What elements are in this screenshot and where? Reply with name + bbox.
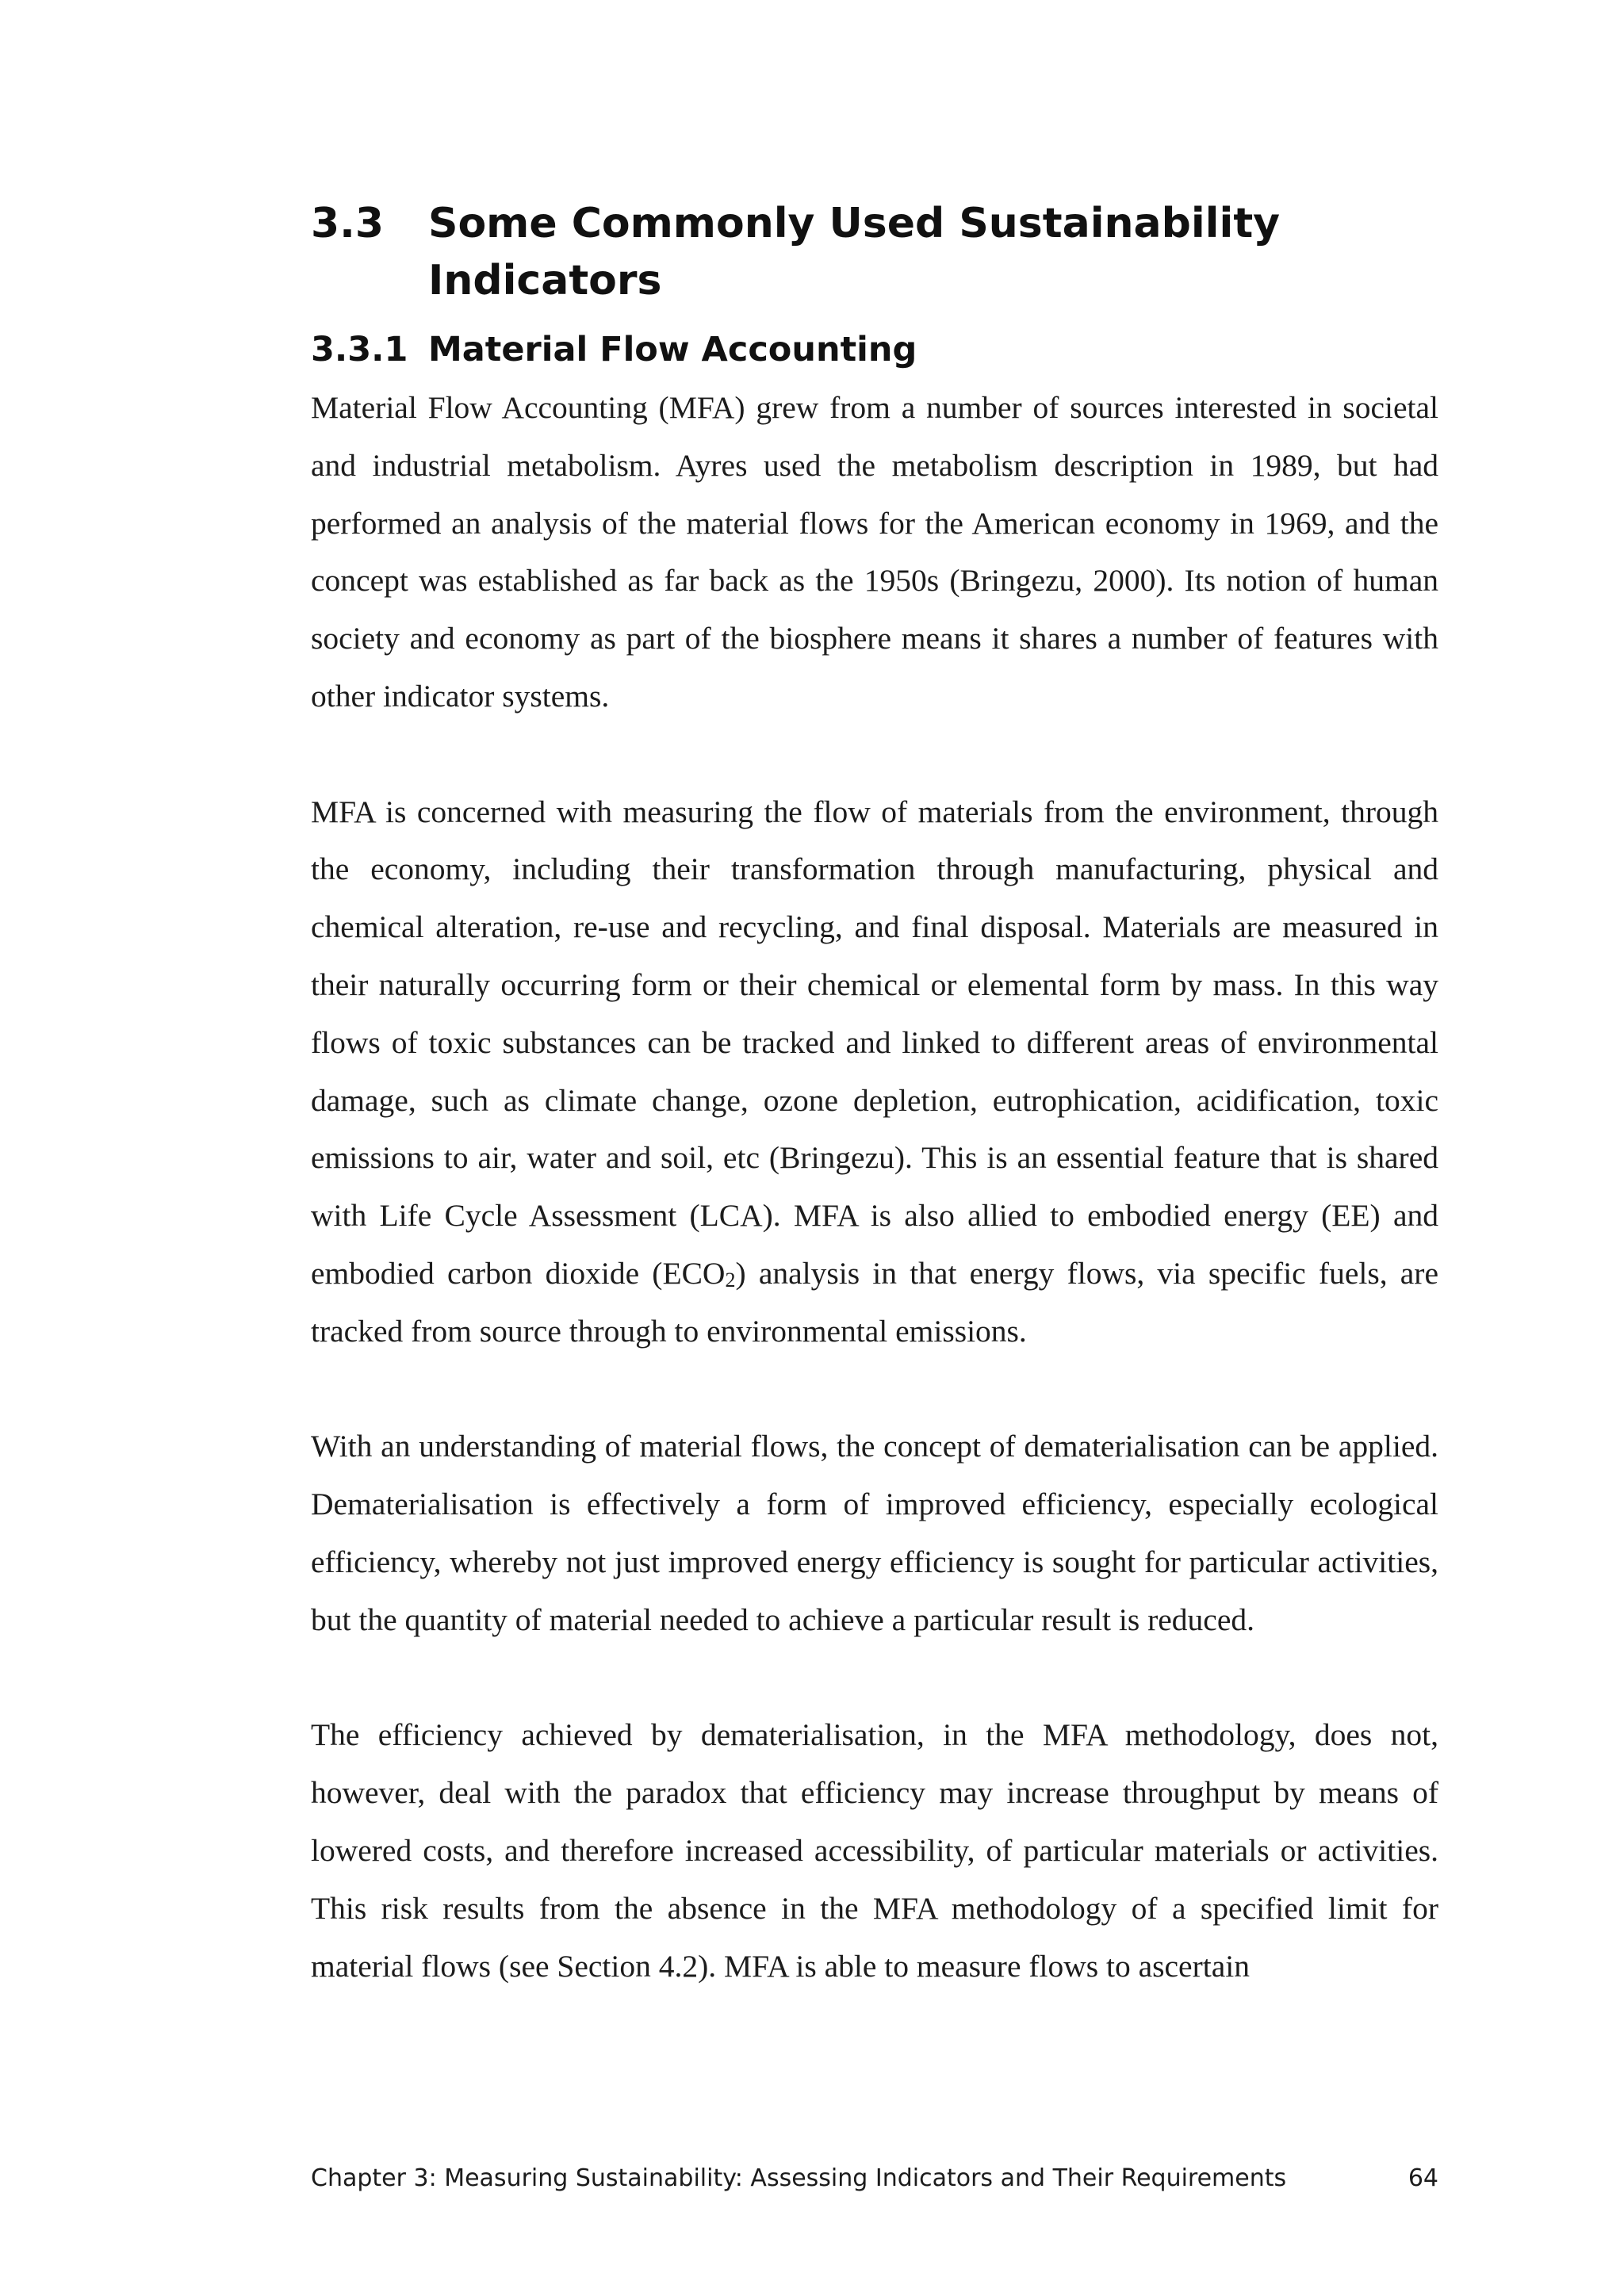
section-title: Some Commonly Used Sustainability Indicators	[428, 200, 1281, 304]
paragraph-2-text-b: ) analysis in that energy flows, via specific fuels, are tracked from source through to environmental emissions.	[311, 1255, 1438, 1349]
subsection-title: Material Flow Accounting	[428, 330, 917, 369]
subsection-number: 3.3.1	[311, 330, 408, 369]
section-number: 3.3	[311, 200, 385, 247]
paragraph-4: The efficiency achieved by dematerialisation, in the MFA methodology, does not, however, deal with the paradox that efficiency may increase throughput by means of lowered costs, and therefore increased accessibility, of particular materials or activities. This risk results from the absence in the MFA methodology of a specified limit for material flows (see Section 4.2). MFA is able to measure flows to ascertain	[311, 1717, 1438, 1984]
paragraph-1: Material Flow Accounting (MFA) grew from a number of sources interested in societal and industrial metabolism. Ayres used the metabolism description in 1989, but had performed an analysis of the material flows for the American economy in 1969, and the concept was established as far back as the 1950s (Bringezu, 2000). Its notion of human society and economy as part of the biosphere means it shares a number of features with other indicator systems.	[311, 390, 1438, 714]
paragraph-2-text-a: MFA is concerned with measuring the flow of materials from the environment, through the economy, including their transformation through manufacturing, physical and chemical alteration, re-use and recycling, and final disposal. Materials are measured in their naturally occurring form or their chemical or elemental form by mass. In this way flows of toxic substances can be tracked and linked to different areas of environmental damage, such as climate change, ozone depletion, eutrophication, acidification, toxic emissions to air, water and soil, etc (Bringezu). This is an essential feature that is shared with Life Cycle Assessment (LCA). MFA is also allied to embodied energy (EE) and embodied carbon dioxide (ECO	[311, 794, 1438, 1291]
footer-page-number: 64	[1408, 2164, 1438, 2192]
page-content	[311, 195, 1438, 1995]
subsection-heading	[311, 323, 1438, 376]
footer-chapter-title: Chapter 3: Measuring Sustainability: Assessing Indicators and Their Requirements	[311, 2164, 1287, 2192]
section-heading	[311, 195, 1438, 309]
paragraph-2	[311, 783, 1438, 1360]
paragraph-3: With an understanding of material flows, the concept of dematerialisation can be applied. Dematerialisation is effectively a form of improved efficiency, especially ecological efficiency, whereby not just improved energy efficiency is sought for particular activities, but the quantity of material needed to achieve a particular result is reduced.	[311, 1429, 1438, 1637]
page-footer	[311, 2164, 1438, 2192]
paragraph-2-subscript: 2	[725, 1268, 736, 1292]
